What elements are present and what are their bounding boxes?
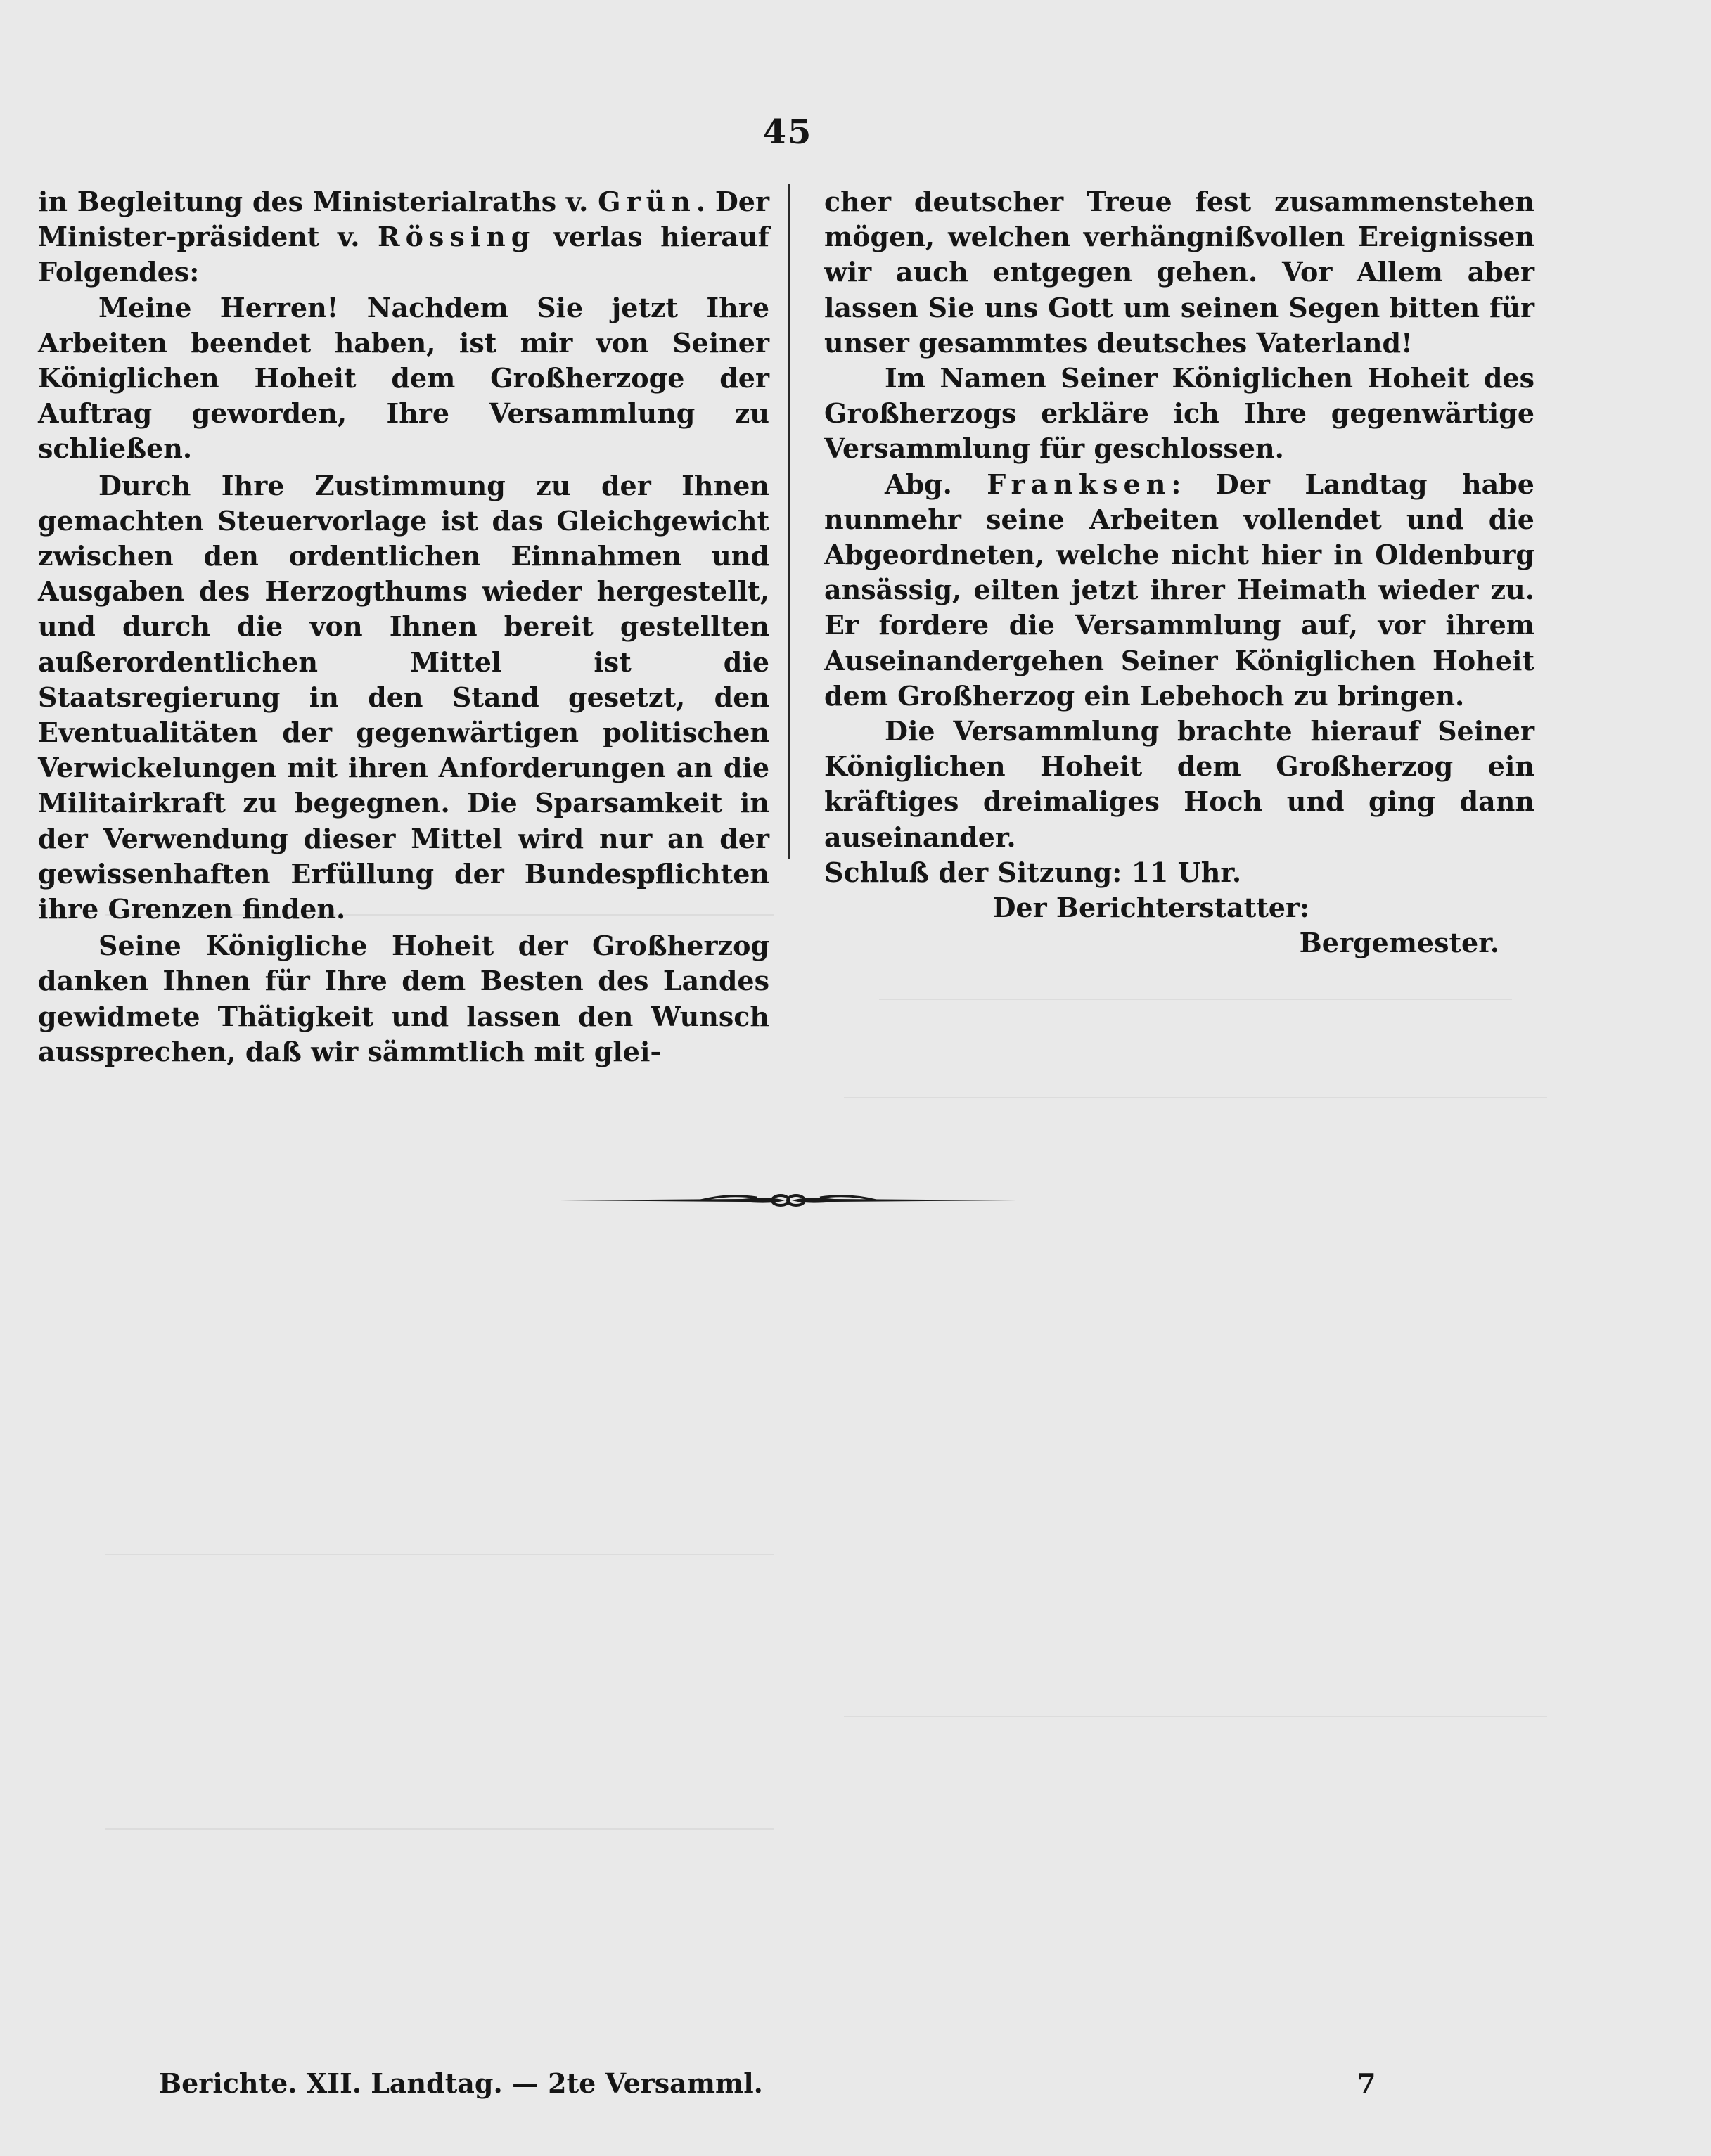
bleed-line — [105, 1554, 774, 1555]
bleed-line — [879, 999, 1512, 1000]
left-column — [38, 184, 769, 1070]
ornament-divider — [560, 1183, 1017, 1217]
text-run: . Der Minister-präsident v. — [38, 186, 770, 253]
reporter-title: Der Berichterstatter: — [992, 892, 1309, 924]
person-name-gruen: Grün — [598, 186, 696, 217]
text-run: in Begleitung des Ministerialraths v. — [38, 186, 598, 217]
text-run: verlas hierauf Folgendes: — [38, 221, 769, 288]
left-paragraph-1 — [38, 184, 769, 290]
footer-text: XII. Landtag. — 2te Versamml. — [297, 2067, 763, 2099]
left-paragraph-3: Durch Ihre Zustimmung zu der Ihnen gemachten Steuervorlage ist das Gleichgewicht zwischen den ordentlichen Einnahmen und Ausgaben des Herzogthums wieder hergestellt, und durch die von Ihnen bereit gestellten außerordentlichen Mittel ist die Staatsregierung in den Stand gesetzt, den Eventualitäten der gegenwärtigen politischen Verwickelungen mit ihren Anforderungen an die Militairkraft zu begegnen. Die Sparsamkeit in der Verwendung dieser Mittel wird nur an der gewissenhaften Erfüllung der Bundespflichten ihre Grenzen finden. — [38, 469, 769, 925]
right-column — [824, 184, 1534, 961]
sheet-number: 7 — [1357, 2067, 1376, 2099]
right-paragraph-1: cher deutscher Treue fest zusammenstehen mögen, welchen verhängnißvollen Ereignissen wir auch entgegen gehen. Vor Allem aber lassen Sie uns Gott um seinen Segen bitten für unser gesammtes deutsches Vaterland! — [824, 186, 1534, 359]
page-number: 45 — [762, 113, 813, 152]
column-divider — [788, 184, 790, 859]
person-name-roessing: Rössing — [378, 221, 536, 253]
footer-signature — [159, 2067, 763, 2099]
text-run: : Der Landtag habe nunmehr seine Arbeiten vollendet und die Abgeordneten, welche nicht hier in Oldenburg ansässig, eilten jetzt ihrer Heimath wieder zu. Er fordere die Versammlung auf, vor ihrem Auseinandergehen Seiner Königlichen Hoheit dem Großherzog ein Lebehoch zu bringen. — [824, 468, 1534, 712]
right-paragraph-2: Im Namen Seiner Königlichen Hoheit des Großherzogs erkläre ich Ihre gegenwärtige Versammlung für geschlossen. — [824, 362, 1534, 465]
bleed-line — [105, 1828, 774, 1830]
bleed-line — [844, 1097, 1547, 1098]
footer-label: Berichte. — [159, 2067, 297, 2099]
reporter-name: Bergemester. — [1299, 927, 1499, 959]
right-paragraph-3 — [824, 467, 1534, 714]
person-name-franksen: Franksen — [987, 468, 1172, 500]
left-paragraph-4: Seine Königliche Hoheit der Großherzog danken Ihnen für Ihre dem Besten des Landes gewidmete Thätigkeit und lassen den Wunsch aussprechen, daß wir sämmtlich mit glei- — [38, 930, 769, 1067]
text-run: Abg. — [885, 468, 987, 500]
right-paragraph-4: Die Versammlung brachte hierauf Seiner Königlichen Hoheit dem Großherzog ein kräftiges dreimaliges Hoch und ging dann auseinander. — [824, 715, 1534, 853]
left-paragraph-2: Meine Herren! Nachdem Sie jetzt Ihre Arbeiten beendet haben, ist mir von Seiner Königlichen Hoheit dem Großherzoge der Auftrag geworden, Ihre Versammlung zu schließen. — [38, 291, 769, 465]
session-closing: Schluß der Sitzung: 11 Uhr. — [824, 856, 1242, 888]
bleed-line — [844, 1716, 1547, 1717]
